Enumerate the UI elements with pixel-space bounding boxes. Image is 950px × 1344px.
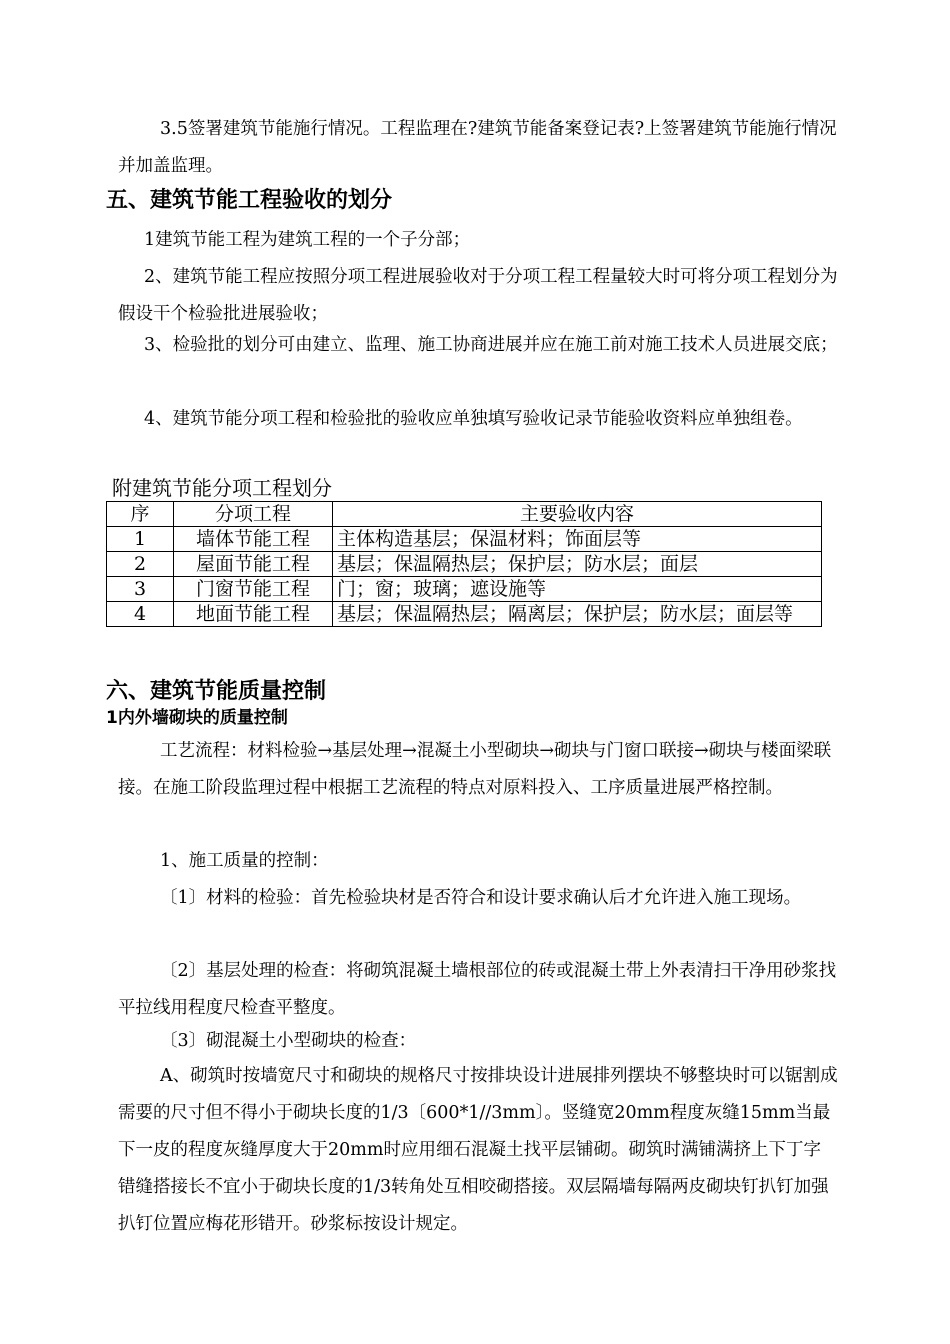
quality-control-heading: 1、施工质量的控制： (160, 851, 329, 871)
table-caption: 附建筑节能分项工程划分 (112, 476, 332, 500)
header-no: 序 (107, 502, 174, 527)
header-content: 主要验收内容 (333, 502, 822, 527)
table-row (107, 577, 822, 602)
paragraph-3-5: 3.5签署建筑节能施行情况。工程监理在?建筑节能备案登记表?上签署建筑节能施行情况并加盖监理。 (118, 119, 837, 176)
control-item-a: A、砌筑时按墙宽尺寸和砌块的规格尺寸按排块设计进展排列摆块不够整块时可以锯割成需要的尺寸但不得小于砌块长度的1/3〔600*1//3mm〕。竖缝宽20mm程度灰缝15mm当最下一皮的程度灰缝厚度大于20mm时应用细石混凝土找平层铺砌。砌筑时满铺满挤上下丁字错缝搭接长不宜小于砌块长度的1/3转角处互相咬砌搭接。双层隔墙每隔两皮砌块钉扒钉加强扒钉位置应梅花形错开。砂浆标按设计规定。 (118, 1066, 838, 1234)
cell-content: 门；窗；玻璃；遮设施等 (333, 577, 822, 602)
table-row (107, 552, 822, 577)
cell-content: 基层；保温隔热层；隔离层；保护层；防水层；面层等 (333, 602, 822, 627)
table-row (107, 602, 822, 627)
cell-content: 基层；保温隔热层；保护层；防水层；面层 (333, 552, 822, 577)
section-5-item-2: 2、建筑节能工程应按照分项工程进展验收对于分项工程工程量较大时可将分项工程划分为假设干个检验批进展验收； (118, 267, 838, 324)
section-5-item-3: 3、检验批的划分可由建立、监理、施工协商进展并应在施工前对施工技术人员进展交底； (144, 335, 838, 355)
header-name: 分项工程 (174, 502, 333, 527)
cell-name: 屋面节能工程 (174, 552, 333, 577)
control-item-3: 〔3〕砌混凝土小型砌块的检查： (160, 1031, 417, 1051)
section-6-subtitle: 1内外墙砌块的质量控制 (106, 708, 288, 728)
cell-no: 2 (107, 552, 174, 577)
cell-name: 墙体节能工程 (174, 527, 333, 552)
cell-name: 地面节能工程 (174, 602, 333, 627)
cell-name: 门窗节能工程 (174, 577, 333, 602)
cell-no: 1 (107, 527, 174, 552)
cell-no: 3 (107, 577, 174, 602)
section-5-title: 五、建筑节能工程验收的划分 (106, 188, 393, 213)
process-paragraph: 工艺流程：材料检验→基层处理→混凝土小型砌块→砌块与门窗口联接→砌块与楼面梁联接。在施工阶段监理过程中根据工艺流程的特点对原料投入、工序质量进展严格控制。 (118, 741, 832, 798)
subdivision-table (106, 501, 822, 627)
table-header-row (107, 502, 822, 527)
control-item-1: 〔1〕材料的检验：首先检验块材是否符合和设计要求确认后才允许进入施工现场。 (160, 888, 802, 908)
section-5-item-1: 1建筑节能工程为建筑工程的一个子分部； (144, 230, 471, 250)
table-row (107, 527, 822, 552)
section-6-title: 六、建筑节能质量控制 (106, 679, 327, 704)
section-5-item-4: 4、建筑节能分项工程和检验批的验收应单独填写验收记录节能验收资料应单独组卷。 (144, 409, 803, 429)
control-item-2: 〔2〕基层处理的检查：将砌筑混凝土墙根部位的砖或混凝土带上外表清扫干净用砂浆找平拉线用程度尺检查平整度。 (118, 961, 837, 1018)
cell-content: 主体构造基层；保温材料；饰面层等 (333, 527, 822, 552)
cell-no: 4 (107, 602, 174, 627)
